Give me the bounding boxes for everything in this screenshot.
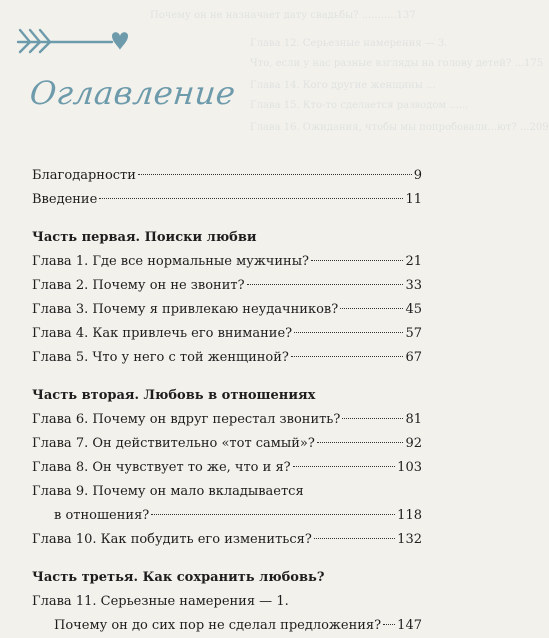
toc-entry-title: Глава 9. Почему он мало вкладывается: [32, 484, 304, 499]
dot-leader: [340, 308, 403, 309]
section-gap: [32, 212, 422, 226]
dot-leader: [383, 624, 395, 625]
toc-entry: [32, 188, 422, 212]
toc-page-number: 21: [405, 254, 422, 269]
toc-entry-title: Глава 4. Как привлечь его внимание?: [32, 326, 293, 341]
dot-leader: [99, 198, 403, 199]
toc-entry-title: Глава 6. Почему он вдруг перестал звонить?: [32, 412, 341, 427]
toc-page-number: 33: [405, 278, 422, 293]
bleed-through-line: Что, если у нас разные взгляды на голову детей? ...175: [250, 58, 544, 69]
arrow-heart-icon: [14, 22, 132, 58]
dot-leader: [138, 174, 412, 175]
bleed-through-line: Глава 12. Серьезные намерения — 3.: [250, 38, 448, 49]
dot-leader: [311, 260, 403, 261]
dot-leader: [342, 418, 403, 419]
toc-entry: [32, 432, 422, 456]
toc-entry: [32, 456, 422, 480]
toc-entry-title: Благодарности: [32, 168, 136, 183]
toc-entry-title: Глава 11. Серьезные намерения — 1.: [32, 594, 289, 609]
toc-page-number: 147: [397, 618, 422, 633]
toc-entry-title: Глава 8. Он чувствует то же, что и я?: [32, 460, 291, 475]
toc-entry: [32, 504, 422, 528]
toc-page-number: 57: [405, 326, 422, 341]
toc-entry-title: Глава 7. Он действительно «тот самый»?: [32, 436, 315, 451]
toc-page-number: 11: [405, 192, 422, 207]
toc-entry-title: Почему он до сих пор не сделал предложения?: [54, 618, 382, 633]
dot-leader: [317, 442, 404, 443]
dot-leader: [151, 514, 395, 515]
toc-entry: [32, 408, 422, 432]
section-heading: Часть третья. Как сохранить любовь?: [32, 570, 325, 585]
toc-page-number: 67: [405, 350, 422, 365]
page-title: Оглавление: [28, 74, 238, 112]
section-gap: [32, 552, 422, 566]
bleed-through-line: Глава 14. Кого другие женщины ...: [250, 80, 436, 91]
dot-leader: [247, 284, 404, 285]
table-of-contents: [32, 164, 422, 638]
toc-entry: [32, 528, 422, 552]
toc-entry: [32, 346, 422, 370]
bleed-through-line: Глава 15. Кто-то сделается разводом ......: [250, 100, 469, 111]
toc-entry-title: в отношения?: [54, 508, 150, 523]
toc-entry: [32, 298, 422, 322]
toc-page-number: 118: [397, 508, 422, 523]
toc-entry-title: Глава 3. Почему я привлекаю неудачников?: [32, 302, 339, 317]
dot-leader: [294, 332, 403, 333]
bleed-through-line: Почему он не назначает дату свадьбы? ...........137: [150, 10, 416, 21]
toc-page-number: 132: [397, 532, 422, 547]
toc-entry: [32, 250, 422, 274]
dot-leader: [291, 356, 404, 357]
toc-entry-title: Глава 2. Почему он не звонит?: [32, 278, 245, 293]
toc-entry: [32, 614, 422, 638]
toc-page-number: 92: [405, 436, 422, 451]
toc-entry-title: Глава 10. Как побудить его измениться?: [32, 532, 312, 547]
toc-entry-title: Глава 1. Где все нормальные мужчины?: [32, 254, 310, 269]
section-gap: [32, 370, 422, 384]
toc-page-number: 103: [397, 460, 422, 475]
toc-entry-title: Введение: [32, 192, 98, 207]
section-heading: Часть первая. Поиски любви: [32, 230, 257, 245]
toc-page-number: 81: [405, 412, 422, 427]
dot-leader: [293, 466, 396, 467]
dot-leader: [314, 538, 395, 539]
toc-entry: [32, 164, 422, 188]
toc-page-number: 45: [405, 302, 422, 317]
section-heading: Часть вторая. Любовь в отношениях: [32, 388, 316, 403]
toc-page-number: 9: [413, 168, 422, 183]
toc-entry: [32, 322, 422, 346]
toc-entry-title: Глава 5. Что у него с той женщиной?: [32, 350, 289, 365]
bleed-through-line: Глава 16. Ожидания, чтобы мы попробовали...ют? ...209: [250, 122, 549, 133]
toc-entry: [32, 274, 422, 298]
